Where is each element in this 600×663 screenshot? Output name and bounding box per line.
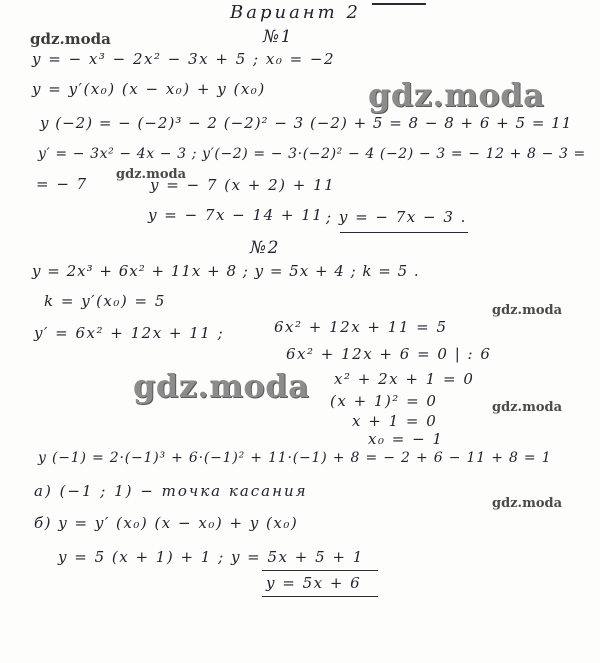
top-ink-stroke (372, 3, 426, 5)
problem2-equation-2: 6x² + 12x + 6 = 0 | : 6 (286, 345, 492, 363)
problem2-number: №2 (250, 238, 280, 258)
problem2-answer-underline-1 (262, 570, 378, 571)
problem2-part-b-formula: б) y = y′ (x₀) (x − x₀) + y (x₀) (34, 514, 299, 532)
problem1-tangent-formula: y = y′(x₀) (x − x₀) + y (x₀) (32, 80, 266, 98)
problem1-value-at-point: y (−2) = − (−2)³ − 2 (−2)² − 3 (−2) + 5 = 8 − 8 + 6 + 5 = 11 (40, 114, 573, 132)
watermark-small-right-3: gdz.moda (492, 496, 563, 511)
problem1-tangent-sub: y = − 7 (x + 2) + 11 (150, 176, 336, 194)
problem2-value-at-point: y (−1) = 2·(−1)³ + 6·(−1)² + 11·(−1) + 8 = − 2 + 6 − 11 + 8 = 1 (38, 450, 552, 466)
problem2-equation-4: (x + 1)² = 0 (330, 392, 438, 410)
problem1-given: y = − x³ − 2x² − 3x + 5 ; x₀ = −2 (32, 50, 336, 68)
problem1-tangent-expand: y = − 7x − 14 + 11 (148, 206, 324, 224)
problem1-answer-underline (340, 232, 468, 233)
problem2-answer: y = 5x + 6 (266, 574, 362, 592)
problem2-equation-1: 6x² + 12x + 11 = 5 (274, 318, 448, 336)
variant-title: Вариант 2 (230, 2, 361, 23)
problem2-equation-5: x + 1 = 0 (352, 412, 438, 430)
problem2-answer-underline-2 (262, 596, 378, 597)
problem1-derivative-line1: y′ = − 3x² − 4x − 3 ; y′(−2) = − 3·(−2)² − 4 (−2) − 3 = − 12 + 8 − 3 = (38, 146, 586, 162)
problem2-equation-3: x² + 2x + 1 = 0 (334, 370, 475, 388)
watermark-top-left: gdz.moda (30, 30, 111, 48)
problem1-derivative-line2: = − 7 (36, 175, 88, 193)
watermark-small-right-1: gdz.moda (492, 303, 563, 318)
watermark-large-top: gdz.moda (368, 76, 545, 114)
problem2-equation-6: x₀ = − 1 (368, 430, 444, 448)
problem1-answer: ; y = − 7x − 3 . (326, 208, 467, 226)
problem2-given: y = 2x³ + 6x² + 11x + 8 ; y = 5x + 4 ; k = 5 . (32, 262, 420, 280)
watermark-large-middle: gdz.moda (133, 367, 310, 405)
problem1-number: №1 (263, 27, 293, 47)
problem2-derivative: y′ = 6x² + 12x + 11 ; (34, 324, 225, 342)
watermark-small-right-2: gdz.moda (492, 400, 563, 415)
problem2-tangent-sub: y = 5 (x + 1) + 1 ; y = 5x + 5 + 1 (58, 548, 364, 566)
problem2-slope-equation: k = y′(x₀) = 5 (44, 292, 166, 310)
problem2-part-a: а) (−1 ; 1) − точка касания (34, 482, 308, 500)
watermark-small-mid-1: gdz.moda (116, 167, 187, 182)
